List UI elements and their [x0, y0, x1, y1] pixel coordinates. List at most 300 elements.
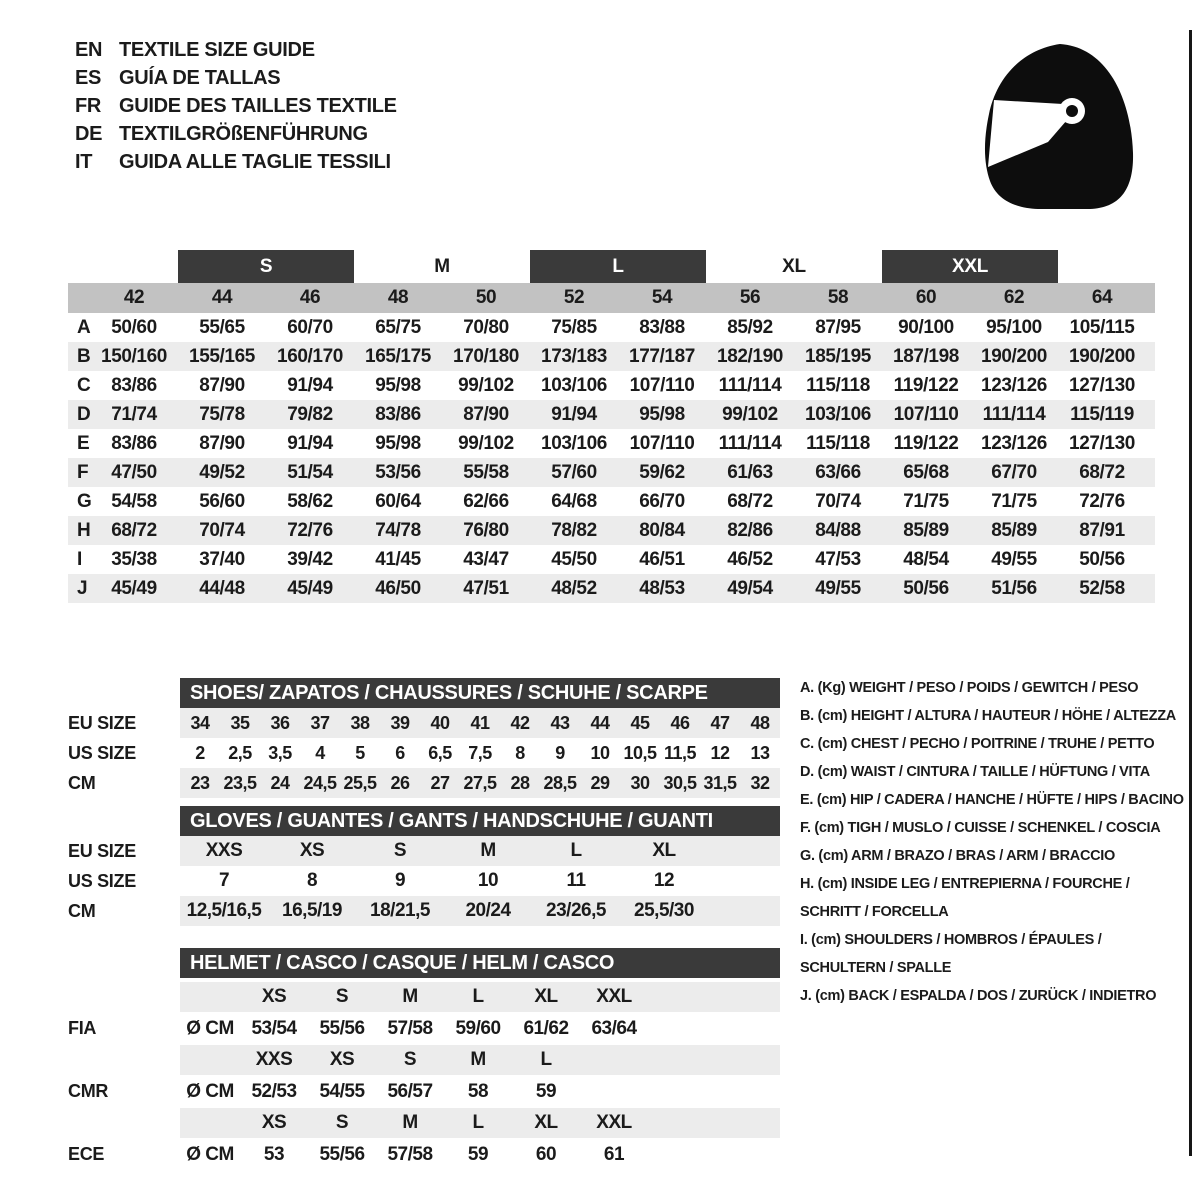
table-cell: 18/21,5	[370, 900, 430, 921]
size-value-cell: 54/58	[111, 490, 157, 512]
size-value-cell: 123/126	[981, 432, 1047, 454]
helmet-size-cell: M	[470, 1049, 486, 1070]
size-number-cell: 42	[123, 287, 145, 308]
table-cell: 2	[195, 742, 205, 763]
size-value-cell: 99/102	[458, 432, 514, 454]
table-cell: 10	[590, 742, 610, 763]
measurement-row-c	[68, 371, 1155, 400]
gloves-row	[68, 836, 780, 866]
language-title: GUIDA ALLE TAGLIE TESSILI	[119, 150, 391, 173]
table-cell: 31,5	[703, 772, 737, 793]
table-row-label: CM	[68, 900, 96, 921]
legend-line: I. (cm) SHOULDERS / HOMBROS / ÉPAULES /	[800, 932, 1102, 948]
size-value-cell: 46/52	[727, 548, 773, 570]
table-cell: 27,5	[463, 772, 497, 793]
table-row-label: EU SIZE	[68, 712, 136, 733]
size-value-cell: 78/82	[551, 519, 597, 541]
size-number-cell: 62	[1003, 287, 1025, 308]
size-value-cell: 80/84	[639, 519, 685, 541]
size-value-cell: 187/198	[893, 345, 959, 367]
size-value-cell: 37/40	[199, 548, 245, 570]
language-code: EN	[75, 38, 103, 61]
table-cell: 36	[270, 712, 290, 733]
size-value-cell: 65/68	[903, 461, 949, 483]
helmet-value-cell: 59	[467, 1143, 489, 1165]
size-value-cell: 85/92	[727, 316, 773, 338]
table-cell: 12,5/16,5	[186, 900, 262, 921]
size-group-xl: XL	[782, 256, 806, 277]
size-value-cell: 103/106	[541, 432, 607, 454]
legend-item	[800, 926, 1200, 982]
helmet-table	[68, 948, 780, 1171]
helmet-size-cell: S	[335, 986, 349, 1007]
gloves-table	[68, 806, 780, 926]
helmet-size-cell: M	[402, 1112, 418, 1133]
size-value-cell: 52/58	[1079, 577, 1125, 599]
table-cell: XS	[299, 840, 325, 861]
table-cell: 7	[218, 870, 230, 891]
size-value-cell: 35/38	[111, 548, 157, 570]
size-value-cell: 105/115	[1069, 316, 1135, 338]
size-value-cell: 45/49	[287, 577, 333, 599]
size-value-cell: 83/88	[639, 316, 685, 338]
size-value-cell: 87/95	[815, 316, 861, 338]
helmet-size-row-cmr	[180, 1045, 780, 1075]
language-title: GUIDE DES TAILLES TEXTILE	[119, 94, 397, 117]
size-value-cell: 95/98	[375, 374, 421, 396]
size-value-cell: 85/89	[991, 519, 1037, 541]
size-value-cell: 56/60	[199, 490, 245, 512]
measurement-row-d	[68, 400, 1155, 429]
helmet-value-row-cmr	[68, 1075, 780, 1108]
size-value-cell: 67/70	[991, 461, 1037, 483]
shoes-table	[68, 678, 780, 798]
size-value-cell: 87/90	[463, 403, 509, 425]
language-row	[75, 148, 397, 176]
table-cell: L	[570, 840, 582, 861]
size-value-cell: 60/70	[287, 316, 333, 338]
legend-item	[800, 842, 1200, 870]
row-letter: B	[77, 345, 91, 367]
legend-item	[800, 730, 1200, 758]
legend-item	[800, 814, 1200, 842]
size-number-cell: 50	[475, 287, 497, 308]
helmet-standard-label: FIA	[68, 1018, 97, 1038]
size-value-cell: 71/74	[111, 403, 157, 425]
size-value-cell: 68/72	[111, 519, 157, 541]
size-value-cell: 51/54	[287, 461, 333, 483]
language-title: TEXTILE SIZE GUIDE	[119, 38, 315, 61]
size-number-cell: 44	[211, 287, 233, 308]
table-cell: 41	[470, 712, 490, 733]
table-cell: 9	[555, 742, 565, 763]
table-cell: 23,5	[223, 772, 257, 793]
size-group-xxl: XXL	[882, 250, 1058, 283]
size-value-cell: 49/52	[199, 461, 245, 483]
helmet-value-cell: 59	[535, 1080, 557, 1102]
size-value-cell: 64/68	[551, 490, 597, 512]
measurement-row-h	[68, 516, 1155, 545]
legend-line: D. (cm) WAIST / CINTURA / TAILLE / HÜFTUNG / VITA	[800, 764, 1150, 780]
language-row	[75, 36, 397, 64]
legend-line: B. (cm) HEIGHT / ALTURA / HAUTEUR / HÖHE / ALTEZZA	[800, 708, 1176, 724]
legend-line: E. (cm) HIP / CADERA / HANCHE / HÜFTE / HIPS / BACINO	[800, 792, 1184, 808]
size-value-cell: 50/60	[111, 316, 157, 338]
size-number-cell: 64	[1091, 287, 1113, 308]
size-value-cell: 71/75	[903, 490, 949, 512]
legend-item	[800, 786, 1200, 814]
helmet-size-cell: XS	[329, 1049, 355, 1070]
gloves-title: GLOVES / GUANTES / GANTS / HANDSCHUHE / GUANTI	[180, 806, 780, 836]
table-cell: 30	[630, 772, 650, 793]
size-value-cell: 111/114	[718, 374, 782, 396]
helmet-size-cell: S	[335, 1112, 349, 1133]
language-code: FR	[75, 94, 102, 117]
table-cell: 34	[190, 712, 210, 733]
table-cell: 6,5	[428, 742, 452, 763]
size-value-cell: 107/110	[629, 432, 695, 454]
table-cell: 28	[510, 772, 530, 793]
language-row	[75, 120, 397, 148]
size-value-cell: 50/56	[903, 577, 949, 599]
size-number-cell: 54	[651, 287, 673, 308]
size-value-cell: 182/190	[717, 345, 783, 367]
shoes-row	[68, 738, 780, 768]
size-value-cell: 58/62	[287, 490, 333, 512]
table-cell: 7,5	[468, 742, 492, 763]
helmet-standard-label: CMR	[68, 1081, 109, 1101]
size-value-cell: 115/118	[806, 432, 870, 454]
row-letter: H	[77, 519, 91, 541]
helmet-value-row-ece	[68, 1138, 780, 1171]
row-letter: E	[77, 432, 90, 454]
table-row-label: CM	[68, 772, 96, 793]
table-cell: 10,5	[623, 742, 657, 763]
size-value-cell: 47/50	[111, 461, 157, 483]
helmet-unit-cell: Ø CM	[186, 1080, 234, 1102]
table-cell: 13	[750, 742, 770, 763]
language-row	[75, 64, 397, 92]
helmet-size-cell: M	[402, 986, 418, 1007]
helmet-size-row-fia	[180, 982, 780, 1012]
table-row-label: EU SIZE	[68, 840, 136, 861]
table-cell: 20/24	[465, 900, 511, 921]
size-value-cell: 119/122	[893, 374, 959, 396]
helmet-value-cell: 55/56	[319, 1017, 365, 1039]
size-value-cell: 87/91	[1079, 519, 1125, 541]
size-value-cell: 75/85	[551, 316, 597, 338]
table-cell: 4	[315, 742, 325, 763]
helmet-unit-cell: Ø CM	[186, 1143, 234, 1165]
legend-line: C. (cm) CHEST / PECHO / POITRINE / TRUHE / PETTO	[800, 736, 1155, 752]
size-value-cell: 150/160	[101, 345, 167, 367]
table-cell: 3,5	[268, 742, 292, 763]
helmet-value-cell: 61/62	[523, 1017, 569, 1039]
language-title: GUÍA DE TALLAS	[119, 66, 281, 89]
helmet-title: HELMET / CASCO / CASQUE / HELM / CASCO	[180, 948, 780, 978]
size-value-cell: 82/86	[727, 519, 773, 541]
language-code: DE	[75, 122, 103, 145]
size-value-cell: 160/170	[277, 345, 343, 367]
helmet-size-cell: XL	[534, 1112, 558, 1133]
size-value-cell: 62/66	[463, 490, 509, 512]
table-row-label: US SIZE	[68, 870, 136, 891]
helmet-size-cell: L	[472, 986, 484, 1007]
helmet-value-cell: 53/54	[251, 1017, 297, 1039]
size-value-cell: 107/110	[629, 374, 695, 396]
size-value-cell: 49/55	[815, 577, 861, 599]
size-number-cell: 58	[827, 287, 849, 308]
size-value-cell: 99/102	[722, 403, 778, 425]
size-value-cell: 46/50	[375, 577, 421, 599]
size-value-cell: 48/54	[903, 548, 949, 570]
size-value-cell: 61/63	[727, 461, 773, 483]
legend-line: J. (cm) BACK / ESPALDA / DOS / ZURÜCK / INDIETRO	[800, 988, 1157, 1004]
size-value-cell: 74/78	[375, 519, 421, 541]
helmet-size-cell: XXS	[255, 1049, 293, 1070]
size-value-cell: 87/90	[199, 432, 245, 454]
table-cell: 26	[390, 772, 410, 793]
legend-line: SCHULTERN / SPALLE	[800, 960, 952, 976]
size-number-band	[68, 283, 1155, 313]
size-value-cell: 72/76	[1079, 490, 1125, 512]
size-value-cell: 41/45	[375, 548, 421, 570]
size-value-cell: 170/180	[453, 345, 519, 367]
measurement-row-a	[68, 313, 1155, 342]
table-cell: 11,5	[663, 742, 697, 763]
size-value-cell: 155/165	[189, 345, 255, 367]
shoes-row	[68, 708, 780, 738]
table-cell: 44	[590, 712, 610, 733]
helmet-size-cell: L	[540, 1049, 552, 1070]
table-cell: 23/26,5	[546, 900, 606, 921]
size-value-cell: 48/52	[551, 577, 597, 599]
size-value-cell: 95/98	[639, 403, 685, 425]
measurement-row-b	[68, 342, 1155, 371]
table-cell: 39	[390, 712, 410, 733]
size-value-cell: 190/200	[981, 345, 1047, 367]
size-value-cell: 87/90	[199, 374, 245, 396]
language-list	[75, 36, 397, 176]
size-value-cell: 68/72	[1079, 461, 1125, 483]
table-cell: 46	[670, 712, 690, 733]
size-value-cell: 173/183	[541, 345, 607, 367]
table-cell: XXS	[205, 840, 243, 861]
size-value-cell: 79/82	[287, 403, 333, 425]
size-value-cell: 90/100	[898, 316, 954, 338]
table-cell: 8	[306, 870, 318, 891]
helmet-size-cell: XS	[261, 986, 287, 1007]
table-row-label: US SIZE	[68, 742, 136, 763]
legend-item	[800, 674, 1200, 702]
size-value-cell: 68/72	[727, 490, 773, 512]
helmet-size-cell: S	[403, 1049, 417, 1070]
helmet-size-cell: L	[472, 1112, 484, 1133]
size-value-cell: 47/53	[815, 548, 861, 570]
table-cell: 6	[395, 742, 405, 763]
size-value-cell: 70/80	[463, 316, 509, 338]
main-size-table	[68, 250, 1155, 603]
row-letter: I	[77, 548, 82, 570]
language-code: IT	[75, 150, 93, 173]
table-cell: 2,5	[228, 742, 252, 763]
size-value-cell: 165/175	[365, 345, 431, 367]
helmet-value-cell: 55/56	[319, 1143, 365, 1165]
language-row	[75, 92, 397, 120]
table-cell: 11	[566, 870, 586, 891]
size-value-cell: 115/119	[1070, 403, 1134, 425]
size-value-cell: 60/64	[375, 490, 421, 512]
size-value-cell: 53/56	[375, 461, 421, 483]
row-letter: J	[77, 577, 88, 599]
table-cell: 24	[270, 772, 290, 793]
helmet-standard-label: ECE	[68, 1144, 105, 1164]
measurement-row-f	[68, 458, 1155, 487]
table-cell: 45	[630, 712, 650, 733]
size-value-cell: 99/102	[458, 374, 514, 396]
helmet-icon	[982, 42, 1136, 210]
size-value-cell: 115/118	[806, 374, 870, 396]
measurement-row-i	[68, 545, 1155, 574]
helmet-value-cell: 59/60	[455, 1017, 501, 1039]
size-group-l: L	[530, 250, 706, 283]
helmet-size-cell: XXL	[596, 986, 632, 1007]
helmet-value-cell: 57/58	[387, 1143, 433, 1165]
table-cell: 30,5	[663, 772, 697, 793]
helmet-value-cell: 53	[263, 1143, 285, 1165]
size-value-cell: 103/106	[541, 374, 607, 396]
size-value-cell: 47/51	[463, 577, 509, 599]
helmet-size-cell: XXL	[596, 1112, 632, 1133]
size-value-cell: 45/50	[551, 548, 597, 570]
table-cell: 37	[310, 712, 330, 733]
measurement-legend	[800, 674, 1200, 1010]
table-cell: 24,5	[303, 772, 337, 793]
table-cell: M	[480, 840, 496, 861]
size-value-cell: 57/60	[551, 461, 597, 483]
table-cell: 9	[394, 870, 406, 891]
table-cell: XL	[652, 840, 676, 861]
size-value-cell: 107/110	[893, 403, 959, 425]
table-cell: 25,5	[343, 772, 377, 793]
size-value-cell: 39/42	[287, 548, 333, 570]
size-value-cell: 127/130	[1069, 374, 1135, 396]
legend-item	[800, 870, 1200, 926]
size-value-cell: 91/94	[287, 432, 333, 454]
size-value-cell: 75/78	[199, 403, 245, 425]
measurement-row-g	[68, 487, 1155, 516]
table-cell: 38	[350, 712, 370, 733]
size-value-cell: 123/126	[981, 374, 1047, 396]
size-number-cell: 46	[299, 287, 321, 308]
size-value-cell: 190/200	[1069, 345, 1135, 367]
size-value-cell: 45/49	[111, 577, 157, 599]
size-value-cell: 83/86	[375, 403, 421, 425]
table-cell: 16,5/19	[282, 900, 342, 921]
size-value-cell: 72/76	[287, 519, 333, 541]
row-letter: G	[77, 490, 92, 512]
size-value-cell: 50/56	[1079, 548, 1125, 570]
page-right-rule	[1189, 30, 1192, 1156]
table-cell: 48	[750, 712, 770, 733]
size-value-cell: 71/75	[991, 490, 1037, 512]
legend-line: H. (cm) INSIDE LEG / ENTREPIERNA / FOURCHE /	[800, 876, 1130, 892]
helmet-value-row-fia	[68, 1012, 780, 1045]
helmet-value-cell: 61	[603, 1143, 625, 1165]
size-value-cell: 55/65	[199, 316, 245, 338]
table-cell: 8	[515, 742, 525, 763]
size-number-cell: 60	[915, 287, 937, 308]
language-code: ES	[75, 66, 102, 89]
size-value-cell: 59/62	[639, 461, 685, 483]
size-value-cell: 43/47	[463, 548, 509, 570]
gloves-row	[68, 866, 780, 896]
table-cell: 5	[355, 742, 365, 763]
table-cell: 12	[653, 870, 675, 891]
legend-line: A. (Kg) WEIGHT / PESO / POIDS / GEWITCH / PESO	[800, 680, 1139, 696]
legend-line: G. (cm) ARM / BRAZO / BRAS / ARM / BRACCIO	[800, 848, 1115, 864]
table-cell: S	[393, 840, 407, 861]
legend-line: F. (cm) TIGH / MUSLO / CUISSE / SCHENKEL / COSCIA	[800, 820, 1161, 836]
helmet-value-cell: 54/55	[319, 1080, 365, 1102]
size-value-cell: 70/74	[815, 490, 861, 512]
size-value-cell: 66/70	[639, 490, 685, 512]
row-letter: F	[77, 461, 89, 483]
size-value-cell: 49/54	[727, 577, 773, 599]
size-value-cell: 55/58	[463, 461, 509, 483]
legend-item	[800, 982, 1200, 1010]
legend-line: SCHRITT / FORCELLA	[800, 904, 949, 920]
size-number-cell: 56	[739, 287, 761, 308]
measurement-row-e	[68, 429, 1155, 458]
row-letter: C	[77, 374, 91, 396]
table-cell: 12	[710, 742, 730, 763]
helmet-value-cell: 52/53	[251, 1080, 297, 1102]
size-value-cell: 49/55	[991, 548, 1037, 570]
size-value-cell: 65/75	[375, 316, 421, 338]
size-group-m: M	[434, 256, 450, 277]
size-value-cell: 51/56	[991, 577, 1037, 599]
size-value-cell: 85/89	[903, 519, 949, 541]
size-value-cell: 91/94	[287, 374, 333, 396]
helmet-value-cell: 63/64	[591, 1017, 637, 1039]
size-value-cell: 76/80	[463, 519, 509, 541]
size-value-cell: 70/74	[199, 519, 245, 541]
size-number-cell: 48	[387, 287, 409, 308]
table-cell: 43	[550, 712, 570, 733]
table-cell: 29	[590, 772, 610, 793]
helmet-size-row-ece	[180, 1108, 780, 1138]
legend-item	[800, 702, 1200, 730]
table-cell: 23	[190, 772, 210, 793]
size-group-s: S	[178, 250, 354, 283]
size-value-cell: 44/48	[199, 577, 245, 599]
size-value-cell: 177/187	[629, 345, 695, 367]
table-cell: 28,5	[543, 772, 577, 793]
size-value-cell: 185/195	[805, 345, 871, 367]
row-letter: D	[77, 403, 91, 425]
table-cell: 25,5/30	[634, 900, 694, 921]
helmet-unit-cell: Ø CM	[186, 1017, 234, 1039]
shoes-row	[68, 768, 780, 798]
size-value-cell: 95/98	[375, 432, 421, 454]
size-number-cell: 52	[563, 287, 585, 308]
measurement-rows	[68, 313, 1155, 603]
table-cell: 35	[230, 712, 250, 733]
shoes-title: SHOES/ ZAPATOS / CHAUSSURES / SCHUHE / SCARPE	[180, 678, 780, 708]
size-value-cell: 95/100	[986, 316, 1042, 338]
table-cell: 47	[710, 712, 730, 733]
